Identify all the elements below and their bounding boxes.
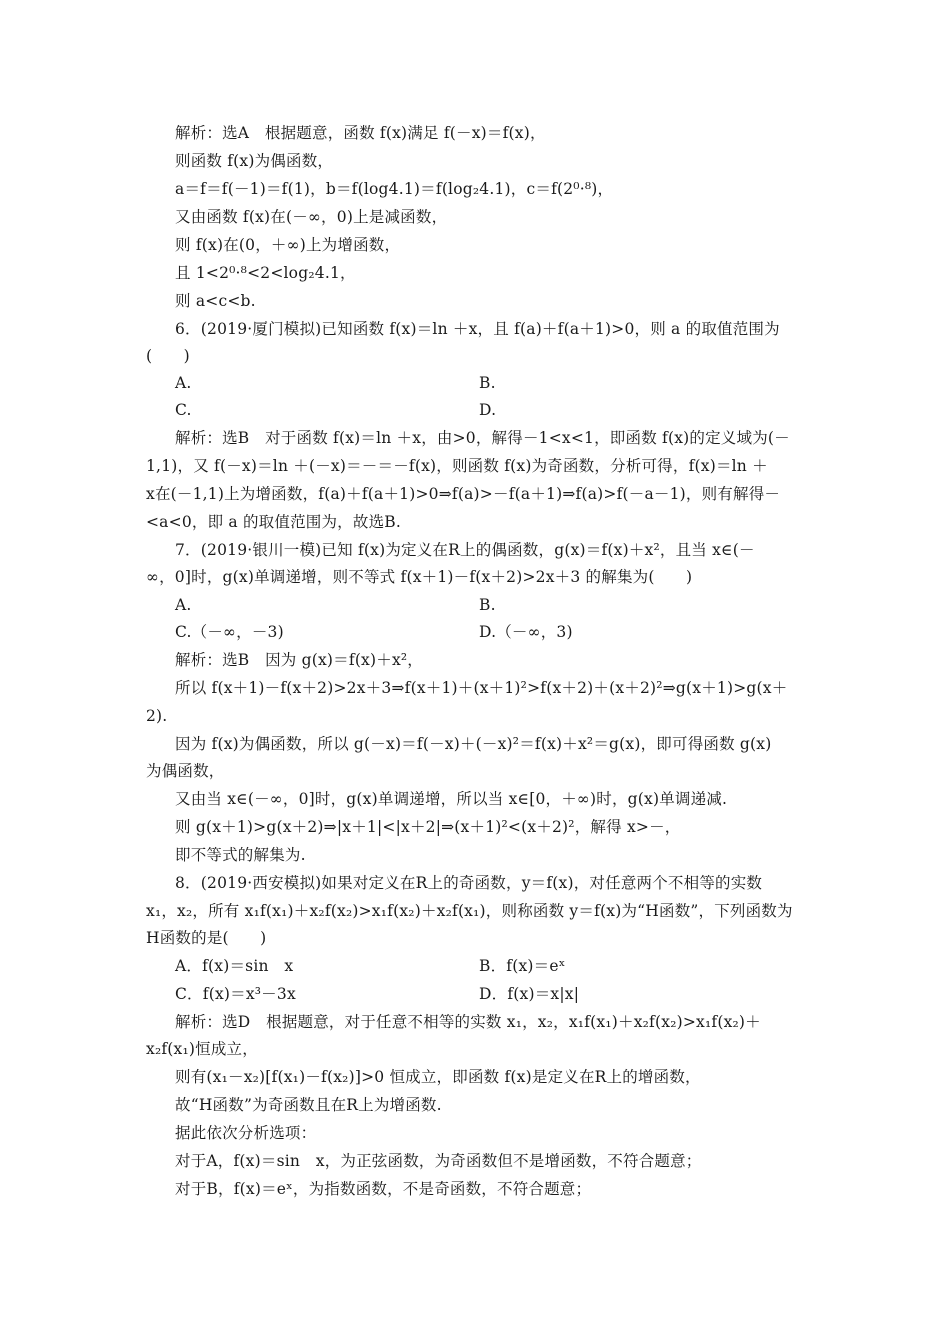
text-line: x₂f(x₁)恒成立，	[146, 1040, 258, 1058]
text-line: 因为 f(x)为偶函数，所以 g(－x)＝f(－x)＋(－x)²＝f(x)＋x²＝g(x)，即可得函数 g(x)	[175, 735, 772, 753]
option-a: A.	[175, 374, 192, 392]
text-line: 1,1)，又 f(－x)＝ln ＋(－x)＝－＝－f(x)，则函数 f(x)为奇函数，分析可得，f(x)＝ln ＋	[146, 457, 768, 475]
question-6: 6．(2019·厦门模拟)已知函数 f(x)＝ln ＋x，且 f(a)＋f(a＋1)>0，则 a 的取值范围为	[175, 320, 780, 338]
text-line: a＝f＝f(－1)＝f(1)，b＝f(log4.1)＝f(log₂4.1)，c＝f(2⁰·⁸)，	[175, 180, 614, 198]
text-line: 即不等式的解集为.	[175, 846, 306, 864]
option-d: D.（－∞，3)	[479, 623, 573, 641]
option-b: B.	[479, 374, 496, 392]
text-line: x在(－1,1)上为增函数，f(a)＋f(a＋1)>0⇒f(a)>－f(a＋1)⇒f(a)>f(－a－1)，则有解得－	[146, 485, 781, 503]
text-line: ∞，0]时，g(x)单调递增，则不等式 f(x＋1)－f(x＋2)>2x＋3 的解集为( )	[146, 568, 693, 586]
text-line: x₁，x₂，所有 x₁f(x₁)＋x₂f(x₂)>x₁f(x₂)＋x₂f(x₁)，则称函数 y＝f(x)为“H函数”，下列函数为	[146, 902, 793, 920]
text-line: 又由函数 f(x)在(－∞，0)上是减函数，	[175, 208, 448, 226]
text-line: 解析：选D 根据题意，对于任意不相等的实数 x₁，x₂，x₁f(x₁)＋x₂f(x₂)>x₁f(x₂)＋	[175, 1013, 761, 1031]
option-c: C．f(x)＝x³－3x	[175, 985, 296, 1003]
question-7: 7．(2019·银川一模)已知 f(x)为定义在R上的偶函数，g(x)＝f(x)＋x²，且当 x∈(－	[175, 541, 755, 559]
option-c: C.（－∞，－3)	[175, 623, 284, 641]
text-line: 解析：选B 因为 g(x)＝f(x)＋x²，	[175, 651, 424, 669]
text-line: 则 g(x＋1)>g(x＋2)⇒|x＋1|<|x＋2|⇒(x＋1)²<(x＋2)²，解得 x>－，	[175, 818, 681, 836]
text-line: 解析：选B 对于函数 f(x)＝ln ＋x，由>0，解得－1<x<1，即函数 f(x)的定义域为(－	[175, 429, 790, 447]
option-d: D.	[479, 401, 497, 419]
text-line: 解析：选A 根据题意，函数 f(x)满足 f(－x)＝f(x)，	[175, 124, 546, 142]
text-line: 则 a<c<b.	[175, 292, 256, 310]
text-line: 对于B，f(x)＝eˣ，为指数函数，不是奇函数，不符合题意；	[175, 1180, 592, 1198]
text-line: <a<0，即 a 的取值范围为，故选B.	[146, 513, 401, 531]
option-a: A．f(x)＝sin x	[175, 957, 294, 975]
text-line: 据此依次分析选项：	[175, 1124, 317, 1142]
text-line: 故“H函数”为奇函数且在R上为增函数.	[175, 1096, 442, 1114]
text-line: 则 f(x)在(0，＋∞)上为增函数，	[175, 236, 401, 254]
text-line: 为偶函数，	[146, 762, 225, 780]
text-line: H函数的是( )	[146, 929, 267, 947]
text-line: 2).	[146, 707, 168, 725]
text-line: 又由当 x∈(－∞，0]时，g(x)单调递增，所以当 x∈[0，＋∞)时，g(x)单调递减.	[175, 790, 728, 808]
option-c: C.	[175, 401, 192, 419]
text-line: 则函数 f(x)为偶函数，	[175, 152, 334, 170]
text-line: 所以 f(x＋1)－f(x＋2)>2x＋3⇒f(x＋1)＋(x＋1)²>f(x＋2)＋(x＋2)²⇒g(x＋1)>g(x＋	[175, 679, 788, 697]
text-line: ( )	[146, 347, 190, 365]
question-8: 8．(2019·西安模拟)如果对定义在R上的奇函数，y＝f(x)，对任意两个不相等的实数	[175, 874, 763, 892]
option-d: D．f(x)＝x|x|	[479, 985, 580, 1003]
text-line: 对于A，f(x)＝sin x，为正弦函数，为奇函数但不是增函数，不符合题意；	[175, 1152, 702, 1170]
text-line: 则有(x₁－x₂)[f(x₁)－f(x₂)]>0 恒成立，即函数 f(x)是定义在R上的增函数，	[175, 1068, 701, 1086]
option-b: B．f(x)＝eˣ	[479, 957, 566, 975]
option-b: B.	[479, 596, 496, 614]
option-a: A.	[175, 596, 192, 614]
text-line: 且 1<2⁰·⁸<2<log₂4.1，	[175, 264, 356, 282]
